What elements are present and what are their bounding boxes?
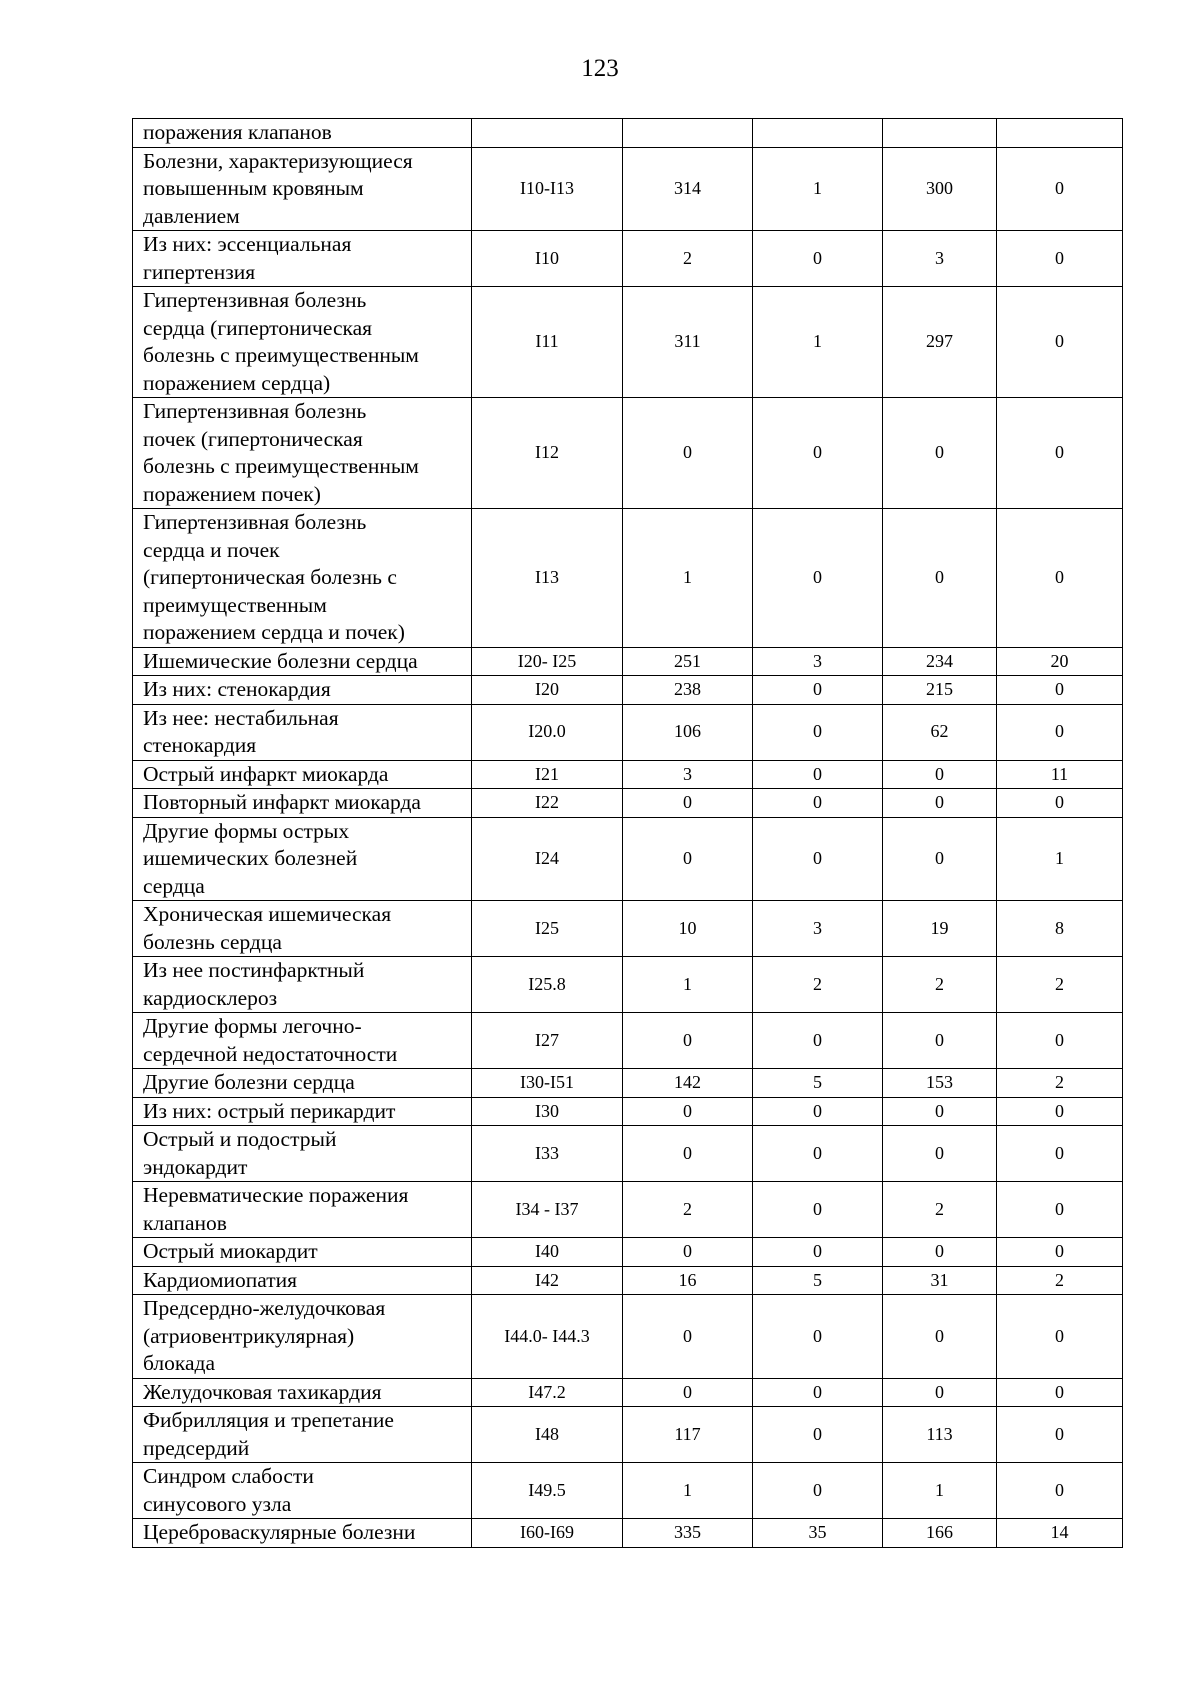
value-cell-1	[623, 119, 753, 148]
icd-code-cell: I13	[472, 509, 623, 648]
value-cell-1: 1	[623, 1463, 753, 1519]
table-row	[133, 1097, 1123, 1126]
value-cell-4: 0	[997, 1097, 1123, 1126]
disease-name-cell: Из нее постинфарктный кардиосклероз	[133, 957, 472, 1013]
value-cell-4: 0	[997, 147, 1123, 231]
disease-name-cell: Другие формы острых ишемических болезней сердца	[133, 817, 472, 901]
disease-name-cell: Синдром слабости синусового узла	[133, 1463, 472, 1519]
value-cell-4: 0	[997, 704, 1123, 760]
value-cell-2: 0	[753, 676, 883, 705]
disease-name-cell: Из них: стенокардия	[133, 676, 472, 705]
disease-name-cell: Другие болезни сердца	[133, 1069, 472, 1098]
value-cell-3: 0	[883, 1097, 997, 1126]
icd-code-cell: I47.2	[472, 1378, 623, 1407]
table-row	[133, 1266, 1123, 1295]
value-cell-4: 0	[997, 1407, 1123, 1463]
icd-code-cell: I48	[472, 1407, 623, 1463]
value-cell-2: 3	[753, 647, 883, 676]
value-cell-2: 2	[753, 957, 883, 1013]
value-cell-2: 0	[753, 398, 883, 509]
icd-code-cell: I11	[472, 287, 623, 398]
value-cell-2: 0	[753, 1295, 883, 1379]
value-cell-2: 0	[753, 817, 883, 901]
value-cell-4: 2	[997, 1266, 1123, 1295]
page-number: 123	[581, 55, 619, 82]
value-cell-2: 5	[753, 1266, 883, 1295]
value-cell-1: 251	[623, 647, 753, 676]
value-cell-1: 1	[623, 957, 753, 1013]
value-cell-1: 335	[623, 1519, 753, 1548]
table-row	[133, 760, 1123, 789]
disease-name-cell: Ишемические болезни сердца	[133, 647, 472, 676]
value-cell-2: 0	[753, 509, 883, 648]
disease-name-cell: Фибрилляция и трепетание предсердий	[133, 1407, 472, 1463]
disease-name-cell: Желудочковая тахикардия	[133, 1378, 472, 1407]
disease-name-cell: Неревматические поражения клапанов	[133, 1182, 472, 1238]
value-cell-3: 234	[883, 647, 997, 676]
icd-code-cell: I33	[472, 1126, 623, 1182]
value-cell-4	[997, 119, 1123, 148]
icd-code-cell: I20- I25	[472, 647, 623, 676]
table-row	[133, 1519, 1123, 1548]
value-cell-2: 0	[753, 1407, 883, 1463]
value-cell-4: 0	[997, 398, 1123, 509]
value-cell-4: 2	[997, 957, 1123, 1013]
value-cell-4: 20	[997, 647, 1123, 676]
value-cell-2: 0	[753, 1013, 883, 1069]
value-cell-4: 14	[997, 1519, 1123, 1548]
table-row	[133, 704, 1123, 760]
value-cell-3: 1	[883, 1463, 997, 1519]
icd-code-cell: I20	[472, 676, 623, 705]
value-cell-4: 0	[997, 676, 1123, 705]
disease-name-cell: Из нее: нестабильная стенокардия	[133, 704, 472, 760]
value-cell-1: 0	[623, 789, 753, 818]
disease-name-cell: Острый миокардит	[133, 1238, 472, 1267]
icd-code-cell: I27	[472, 1013, 623, 1069]
disease-name-cell: Из них: эссенциальная гипертензия	[133, 231, 472, 287]
table-row	[133, 1182, 1123, 1238]
disease-name-cell: Повторный инфаркт миокарда	[133, 789, 472, 818]
value-cell-3: 300	[883, 147, 997, 231]
icd-code-cell: I22	[472, 789, 623, 818]
value-cell-2: 0	[753, 1182, 883, 1238]
icd-code-cell: I20.0	[472, 704, 623, 760]
table-row	[133, 287, 1123, 398]
value-cell-1: 0	[623, 817, 753, 901]
value-cell-1: 311	[623, 287, 753, 398]
icd-code-cell: I34 - I37	[472, 1182, 623, 1238]
icd-code-cell: I44.0- I44.3	[472, 1295, 623, 1379]
value-cell-2: 0	[753, 1097, 883, 1126]
table-row	[133, 231, 1123, 287]
table-row	[133, 1238, 1123, 1267]
disease-name-cell: Хроническая ишемическая болезнь сердца	[133, 901, 472, 957]
table-row	[133, 1069, 1123, 1098]
value-cell-2: 0	[753, 1378, 883, 1407]
value-cell-3: 2	[883, 1182, 997, 1238]
value-cell-3: 2	[883, 957, 997, 1013]
value-cell-3: 0	[883, 789, 997, 818]
value-cell-1: 0	[623, 398, 753, 509]
value-cell-1: 1	[623, 509, 753, 648]
value-cell-1: 16	[623, 1266, 753, 1295]
value-cell-1: 3	[623, 760, 753, 789]
value-cell-3: 0	[883, 760, 997, 789]
table-body	[133, 119, 1123, 1548]
table-row	[133, 1126, 1123, 1182]
disease-name-cell: Предсердно-желудочковая (атриовентрикулярная) блокада	[133, 1295, 472, 1379]
table-row	[133, 147, 1123, 231]
value-cell-4: 0	[997, 1463, 1123, 1519]
disease-name-cell: поражения клапанов	[133, 119, 472, 148]
disease-name-cell: Острый инфаркт миокарда	[133, 760, 472, 789]
table-row	[133, 1407, 1123, 1463]
table-row	[133, 901, 1123, 957]
disease-name-cell: Кардиомиопатия	[133, 1266, 472, 1295]
icd-code-cell: I42	[472, 1266, 623, 1295]
icd-code-cell: I40	[472, 1238, 623, 1267]
value-cell-4: 0	[997, 231, 1123, 287]
table-row	[133, 647, 1123, 676]
value-cell-1: 0	[623, 1126, 753, 1182]
value-cell-4: 0	[997, 1126, 1123, 1182]
value-cell-3: 3	[883, 231, 997, 287]
value-cell-3	[883, 119, 997, 148]
value-cell-3: 19	[883, 901, 997, 957]
icd-code-cell: I30-I51	[472, 1069, 623, 1098]
table-row	[133, 1295, 1123, 1379]
table-row	[133, 1378, 1123, 1407]
icd-code-cell: I12	[472, 398, 623, 509]
disease-name-cell: Гипертензивная болезнь сердца и почек (гипертоническая болезнь с преимущественным поражением сердца и почек)	[133, 509, 472, 648]
value-cell-2: 0	[753, 1126, 883, 1182]
value-cell-2: 5	[753, 1069, 883, 1098]
disease-name-cell: Острый и подострый эндокардит	[133, 1126, 472, 1182]
value-cell-1: 142	[623, 1069, 753, 1098]
disease-name-cell: Цереброваскулярные болезни	[133, 1519, 472, 1548]
disease-name-cell: Болезни, характеризующиеся повышенным кровяным давлением	[133, 147, 472, 231]
table-row	[133, 789, 1123, 818]
icd-code-cell: I60-I69	[472, 1519, 623, 1548]
value-cell-1: 106	[623, 704, 753, 760]
value-cell-4: 0	[997, 1182, 1123, 1238]
value-cell-2: 0	[753, 1238, 883, 1267]
value-cell-3: 0	[883, 509, 997, 648]
value-cell-3: 153	[883, 1069, 997, 1098]
value-cell-4: 0	[997, 1238, 1123, 1267]
table-row	[133, 1013, 1123, 1069]
icd-code-cell: I25.8	[472, 957, 623, 1013]
value-cell-3: 0	[883, 1126, 997, 1182]
value-cell-1: 238	[623, 676, 753, 705]
value-cell-1: 0	[623, 1295, 753, 1379]
table-row	[133, 119, 1123, 148]
icd-code-cell: I49.5	[472, 1463, 623, 1519]
value-cell-1: 0	[623, 1013, 753, 1069]
icd-code-cell: I10-I13	[472, 147, 623, 231]
disease-statistics-table	[132, 118, 1123, 1548]
value-cell-2: 0	[753, 789, 883, 818]
value-cell-3: 166	[883, 1519, 997, 1548]
value-cell-3: 0	[883, 1378, 997, 1407]
value-cell-3: 0	[883, 1295, 997, 1379]
value-cell-4: 0	[997, 1013, 1123, 1069]
value-cell-4: 0	[997, 1295, 1123, 1379]
value-cell-3: 62	[883, 704, 997, 760]
value-cell-3: 215	[883, 676, 997, 705]
value-cell-4: 1	[997, 817, 1123, 901]
value-cell-4: 2	[997, 1069, 1123, 1098]
table-row	[133, 957, 1123, 1013]
icd-code-cell	[472, 119, 623, 148]
value-cell-2: 0	[753, 1463, 883, 1519]
disease-name-cell: Гипертензивная болезнь сердца (гипертоническая болезнь с преимущественным поражением сердца)	[133, 287, 472, 398]
value-cell-3: 0	[883, 1013, 997, 1069]
value-cell-2: 35	[753, 1519, 883, 1548]
disease-name-cell: Гипертензивная болезнь почек (гипертоническая болезнь с преимущественным поражением почек)	[133, 398, 472, 509]
value-cell-1: 2	[623, 1182, 753, 1238]
icd-code-cell: I24	[472, 817, 623, 901]
value-cell-4: 0	[997, 1378, 1123, 1407]
icd-code-cell: I30	[472, 1097, 623, 1126]
value-cell-3: 297	[883, 287, 997, 398]
value-cell-3: 0	[883, 817, 997, 901]
icd-code-cell: I25	[472, 901, 623, 957]
icd-code-cell: I21	[472, 760, 623, 789]
value-cell-1: 0	[623, 1238, 753, 1267]
table-row	[133, 1463, 1123, 1519]
value-cell-1: 0	[623, 1378, 753, 1407]
value-cell-4: 0	[997, 509, 1123, 648]
value-cell-2: 0	[753, 760, 883, 789]
table-row	[133, 817, 1123, 901]
value-cell-4: 8	[997, 901, 1123, 957]
table-row	[133, 398, 1123, 509]
disease-name-cell: Другие формы легочно- сердечной недостаточности	[133, 1013, 472, 1069]
value-cell-3: 0	[883, 398, 997, 509]
value-cell-2: 0	[753, 704, 883, 760]
disease-name-cell: Из них: острый перикардит	[133, 1097, 472, 1126]
value-cell-1: 0	[623, 1097, 753, 1126]
value-cell-1: 117	[623, 1407, 753, 1463]
value-cell-2: 3	[753, 901, 883, 957]
value-cell-3: 113	[883, 1407, 997, 1463]
icd-code-cell: I10	[472, 231, 623, 287]
value-cell-2: 1	[753, 287, 883, 398]
table-row	[133, 509, 1123, 648]
value-cell-2: 1	[753, 147, 883, 231]
value-cell-3: 0	[883, 1238, 997, 1267]
table-row	[133, 676, 1123, 705]
value-cell-2	[753, 119, 883, 148]
value-cell-4: 11	[997, 760, 1123, 789]
value-cell-3: 31	[883, 1266, 997, 1295]
value-cell-2: 0	[753, 231, 883, 287]
value-cell-1: 10	[623, 901, 753, 957]
value-cell-1: 314	[623, 147, 753, 231]
value-cell-4: 0	[997, 287, 1123, 398]
value-cell-4: 0	[997, 789, 1123, 818]
value-cell-1: 2	[623, 231, 753, 287]
